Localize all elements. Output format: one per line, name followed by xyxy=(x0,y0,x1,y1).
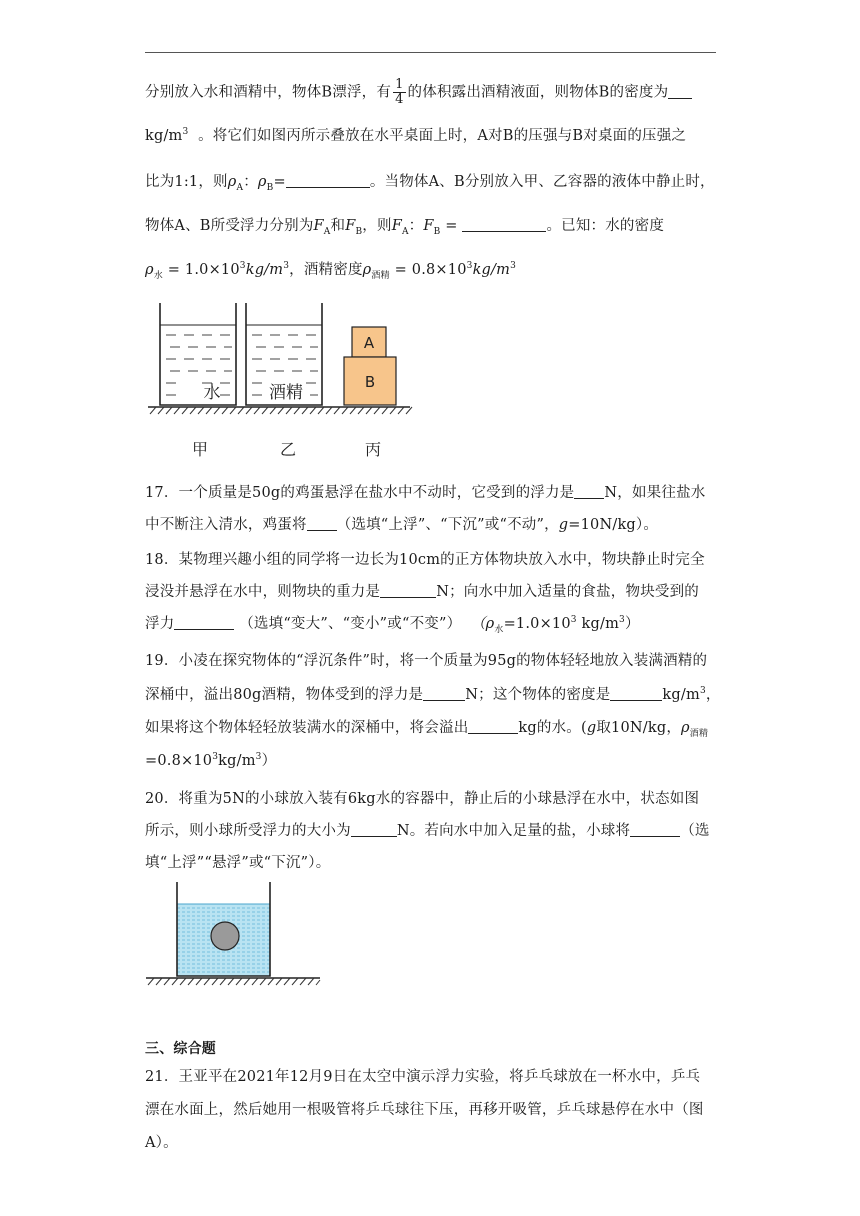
q16-line-3 xyxy=(145,170,715,193)
q20-figure xyxy=(140,878,325,990)
rho-symbol: ρ xyxy=(257,174,267,190)
text: （选填“变大”、“变小”或“不变”） xyxy=(239,616,462,632)
text: ） xyxy=(261,753,277,769)
text: N。若向水中加入足量的盐，小球将 xyxy=(396,823,631,839)
label-block-a: A xyxy=(363,334,375,352)
superscript: 3 xyxy=(619,615,625,626)
answer-blank[interactable] xyxy=(174,615,234,630)
text: 三、综合题 xyxy=(145,1041,216,1057)
q19-line-3 xyxy=(145,716,708,739)
text: 。已知：水的密度 xyxy=(546,218,665,234)
q20-line-3 xyxy=(145,851,330,872)
q17-line-1 xyxy=(145,481,705,502)
text: 所示，则小球所受浮力的大小为 xyxy=(145,823,351,839)
subscript: B xyxy=(355,226,363,237)
answer-blank[interactable] xyxy=(668,84,692,99)
answer-blank[interactable] xyxy=(286,173,370,188)
subscript: 水 xyxy=(153,270,163,281)
text: =0.8×10 xyxy=(145,753,213,769)
subscript: A xyxy=(323,226,331,237)
label-water: 水 xyxy=(203,383,221,403)
superscript: 3 xyxy=(255,752,262,763)
text: 18．某物理兴趣小组的同学将一边长为10cm的正方体物块放入水中，物块静止时完全 xyxy=(145,552,705,568)
answer-blank[interactable] xyxy=(423,686,465,701)
text: 物体A、B所受浮力分别为 xyxy=(145,218,314,234)
text: 的体积露出酒精液面，则物体B的密度为 xyxy=(407,84,669,101)
rho-symbol: ρ xyxy=(227,174,237,190)
subscript: 酒精 xyxy=(371,270,390,281)
answer-blank[interactable] xyxy=(462,217,546,232)
text: ，酒精密度 xyxy=(289,262,363,278)
q19-line-4 xyxy=(145,749,276,770)
text: 比为1:1，则 xyxy=(145,174,228,190)
subscript: A xyxy=(236,182,244,193)
header-rule xyxy=(145,52,716,53)
rho-symbol: ρ xyxy=(681,720,690,736)
text: （选 xyxy=(680,823,710,839)
q16-line-4 xyxy=(145,214,664,237)
text: 如果将这个物体轻轻放装满水的深桶中，将会溢出 xyxy=(145,720,469,736)
q19-line-2 xyxy=(145,683,721,704)
gravity-symbol: g xyxy=(586,720,597,736)
answer-blank[interactable] xyxy=(610,686,662,701)
subscript: 酒精 xyxy=(689,728,709,739)
rho-symbol: （ρ xyxy=(470,616,495,632)
q17-line-2 xyxy=(145,513,658,534)
text: ，则 xyxy=(362,218,392,234)
text: 浮力 xyxy=(145,616,175,632)
q16-line-1 xyxy=(145,78,692,107)
text: N，如果往盐水 xyxy=(604,485,706,501)
text: 17．一个质量是50g的鸡蛋悬浮在盐水中不动时，它受到的浮力是 xyxy=(145,485,575,501)
q18-line-2 xyxy=(145,580,699,601)
q20-line-2 xyxy=(145,819,710,840)
superscript: 3 xyxy=(212,752,219,763)
fraction-numerator: 1 xyxy=(395,77,404,92)
text: ： xyxy=(408,218,424,234)
caption-jia: 甲 xyxy=(191,440,209,459)
force-symbol: F xyxy=(313,218,324,234)
q21-line-1 xyxy=(145,1065,700,1086)
q18-line-3 xyxy=(145,612,640,635)
subscript: B xyxy=(266,182,274,193)
text: 分别放入水和酒精中，物体B漂浮，有 xyxy=(145,84,392,101)
caption-yi: 乙 xyxy=(279,440,297,459)
answer-blank[interactable] xyxy=(380,583,436,598)
label-alcohol: 酒精 xyxy=(269,383,303,403)
text: 21．王亚平在2021年12月9日在太空中演示浮力实验，将乒乓球放在一杯水中，乒乓 xyxy=(145,1069,701,1085)
container-yi xyxy=(246,303,322,405)
text: 19．小凌在探究物体的“浮沉条件”时，将一个质量为95g的物体轻轻地放入装满酒精的 xyxy=(145,653,708,669)
text: 取10N/kg， xyxy=(596,720,682,736)
superscript: 3 xyxy=(699,686,706,697)
text: A）。 xyxy=(145,1135,178,1151)
subscript: A xyxy=(401,226,409,237)
gravity-symbol: g xyxy=(558,517,569,533)
superscript: 3 xyxy=(466,261,473,272)
text: =1.0×10 xyxy=(503,616,571,632)
subscript: B xyxy=(433,226,441,237)
force-symbol: F xyxy=(345,218,356,234)
superscript: 3 xyxy=(510,261,517,272)
q16-line-2: $kg/m^3$ 。将它们如图丙所示叠放在水平桌面上时，A对B的压强与B对桌面的压强之 xyxy=(145,127,687,144)
q18-line-1 xyxy=(145,548,705,569)
answer-blank[interactable] xyxy=(307,516,337,531)
ground-hatch xyxy=(148,978,320,985)
text: 中不断注入清水，鸡蛋将 xyxy=(145,517,307,533)
text: = 0.8×10 xyxy=(389,262,467,278)
rho-symbol: ρ xyxy=(145,262,154,278)
text: N；向水中加入适量的食盐，物块受到的 xyxy=(436,584,699,600)
q20-line-1 xyxy=(145,787,699,808)
text: ： xyxy=(243,174,258,190)
text: kg的水。( xyxy=(518,720,587,736)
text: 浸没并悬浮在水中，则物块的重力是 xyxy=(145,584,381,600)
fraction-one-quarter xyxy=(393,78,405,107)
unit-text: kg/m xyxy=(662,687,700,703)
caption-bing: 丙 xyxy=(364,440,382,459)
unit-text: kg/m xyxy=(576,616,620,632)
section-heading xyxy=(145,1038,216,1058)
q19-line-1 xyxy=(145,649,707,670)
container-jia xyxy=(160,303,236,405)
q16-figure xyxy=(140,295,420,465)
unit-text: kg/m xyxy=(218,753,256,769)
text: 填“上浮”“悬浮”或“下沉”）。 xyxy=(145,855,331,871)
text: ， xyxy=(705,687,721,703)
text: 。将它们如图丙所示叠放在水平桌面上时，A对B的压强与B对桌面的压强之 xyxy=(198,128,687,144)
superscript: 3 xyxy=(283,261,290,272)
q21-line-3 xyxy=(145,1131,178,1152)
unit-text: kg/m xyxy=(472,262,511,278)
answer-blank[interactable] xyxy=(630,822,680,837)
stacked-blocks xyxy=(344,327,396,405)
answer-blank[interactable] xyxy=(574,484,604,499)
q21-line-2 xyxy=(145,1098,704,1119)
text: = xyxy=(273,174,286,190)
text: 漂在水面上，然后她用一根吸管将乒乓球往下压，再移开吸管，乒乓球悬停在水中（图 xyxy=(145,1102,704,1118)
text: ） xyxy=(624,616,640,632)
superscript: 3 xyxy=(239,261,246,272)
text: 20．将重为5N的小球放入装有6kg水的容器中，静止后的小球悬浮在水中，状态如图 xyxy=(145,791,700,807)
force-symbol: F xyxy=(391,218,402,234)
superscript: 3 xyxy=(570,615,577,626)
fraction-denominator: 4 xyxy=(395,92,404,107)
text: 。当物体A、B分别放入甲、乙容器的液体中静止时， xyxy=(369,174,715,190)
answer-blank[interactable] xyxy=(468,719,518,734)
text: 深桶中，溢出80g酒精，物体受到的浮力是 xyxy=(145,687,424,703)
ground-hatch xyxy=(150,407,412,414)
unit-text: kg/m xyxy=(245,262,284,278)
text: 和 xyxy=(330,218,346,234)
subscript: 水 xyxy=(494,624,504,635)
text: = 1.0×10 xyxy=(162,262,240,278)
ball xyxy=(211,922,239,950)
answer-blank[interactable] xyxy=(351,822,397,837)
force-symbol: F xyxy=(423,218,434,234)
text: =10N/kg）。 xyxy=(568,517,659,533)
text: （选填“上浮”、“下沉”或“不动”， xyxy=(336,517,559,533)
q16-line-5 xyxy=(145,258,516,281)
rho-symbol: ρ xyxy=(362,262,372,278)
text: = xyxy=(440,218,463,234)
unit-text: kg/m xyxy=(145,128,183,144)
label-block-b: B xyxy=(364,373,376,391)
text: N；这个物体的密度是 xyxy=(465,687,611,703)
